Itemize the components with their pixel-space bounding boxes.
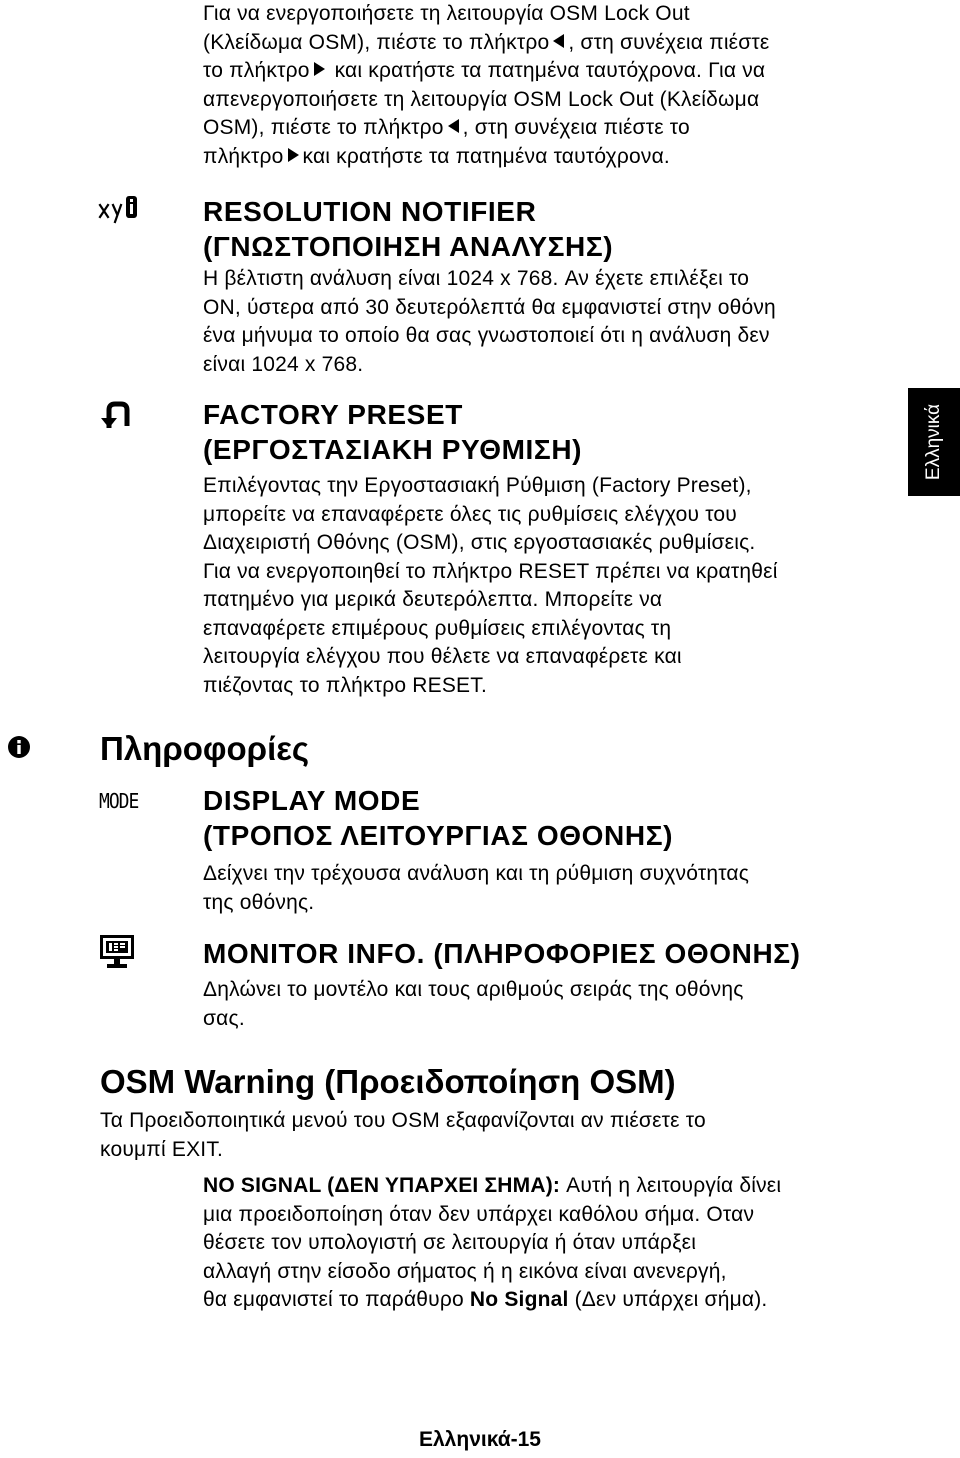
intro-line: Για να ενεργοποιήσετε τη λειτουργία OSM Lock Out [203, 2, 690, 25]
factory-preset-text [203, 472, 883, 700]
info-section-title: Πληροφορίες [100, 730, 310, 767]
language-side-tab [908, 388, 960, 496]
heading-line: (ΕΡΓΟΣΤΑΣΙΑΚΗ ΡΥΘΜΙΣΗ) [203, 434, 583, 465]
intro-line: OSM), πιέστε το πλήκτρο , στη συνέχεια πιέστε το [203, 116, 690, 139]
text-line: μπορείτε να επαναφέρετε όλες τις ρυθμίσεις ελέγχου του [203, 502, 737, 526]
text-line: Τα Προειδοποιητικά μενού του OSM εξαφανίζονται αν πιέσετε το [100, 1109, 706, 1132]
no-signal-label: NO SIGNAL (ΔΕΝ ΥΠΑΡΧΕΙ ΣΗΜΑ): [203, 1174, 561, 1197]
text-line: επαναφέρετε επιμέρους ρυθμίσεις επιλέγοντας τη [203, 616, 672, 640]
text-line: Δηλώνει το μοντέλο και τους αριθμούς σειράς της οθόνης [203, 978, 744, 1001]
side-tab-label: Ελληνικά [923, 403, 944, 481]
heading-line: (ΓΝΩΣΤΟΠΟΙΗΣΗ ΑΝΑΛΥΣΗΣ) [203, 231, 614, 262]
display-mode-heading [203, 783, 673, 853]
left-arrow-key-icon [448, 119, 459, 133]
info-icon [8, 736, 30, 758]
text-line: μια προειδοποίηση όταν δεν υπάρχει καθόλου σήμα. Οταν [203, 1202, 755, 1226]
text-line: ON, ύστερα από 30 δευτερόλεπτά θα εμφανιστεί στην οθόνη [203, 295, 776, 319]
text-line: αλλαγή στην είσοδο σήματος ή η εικόνα είναι ανενεργή, [203, 1259, 727, 1283]
text-line: Για να ενεργοποιηθεί το πλήκτρο RESET πρέπει να κρατηθεί [203, 559, 778, 583]
text-line: πιέζοντας το πλήκτρο RESET. [203, 673, 487, 697]
intro-line: (Κλείδωμα OSM), πιέστε το πλήκτρο , στη συνέχεια πιέστε [203, 30, 770, 54]
text-line: κουμπί EXIT. [100, 1137, 224, 1161]
monitor-info-heading [203, 936, 801, 971]
resolution-notifier-text [203, 265, 883, 379]
osm-warning-title: OSM Warning (Προειδοποίηση OSM) [100, 1063, 676, 1100]
mode-icon: MODE [99, 789, 139, 814]
xy-info-icon [98, 196, 140, 224]
text-line: θέσετε τον υπολογιστή σε λειτουργία ή όταν υπάρξει [203, 1231, 697, 1254]
reset-arrow-icon [100, 400, 132, 430]
text-line: σας. [203, 1006, 245, 1030]
text-line: Δείχνει την τρέχουσα ανάλυση και τη ρύθμιση συχνότητας [203, 862, 750, 885]
text-line: NO SIGNAL (ΔΕΝ ΥΠΑΡΧΕΙ ΣΗΜΑ): Αυτή η λειτουργία δίνει [203, 1174, 782, 1197]
right-arrow-key-icon [288, 148, 299, 162]
text-line: Διαχειριστή Οθόνης (OSM), στις εργοστασιακές ρυθμίσεις. [203, 531, 756, 554]
left-arrow-key-icon [553, 34, 564, 48]
text-line: είναι 1024 x 768. [203, 352, 364, 376]
intro-line: πλήκτρο και κρατήστε τα πατημένα ταυτόχρονα. [203, 144, 670, 168]
right-arrow-key-icon [314, 62, 325, 76]
intro-paragraph [203, 0, 883, 171]
factory-preset-heading [203, 397, 582, 467]
heading-line: MONITOR INFO. (ΠΛΗΡΟΦΟΡΙΕΣ ΟΘΟΝΗΣ) [203, 938, 801, 969]
text-line: Επιλέγοντας την Εργοστασιακή Ρύθμιση (Factory Preset), [203, 474, 752, 497]
text-line: της οθόνης. [203, 890, 315, 914]
heading-line: (ΤΡΟΠΟΣ ΛΕΙΤΟΥΡΓΙΑΣ ΟΘΟΝΗΣ) [203, 820, 674, 851]
no-signal-window-name: No Signal [469, 1288, 569, 1311]
text-line: πατημένο για μερικά δευτερόλεπτα. Μπορείτε να [203, 588, 663, 611]
intro-line: απενεργοποιήσετε τη λειτουργία OSM Lock Out (Κλείδωμα [203, 87, 760, 111]
text-line: Η βέλτιστη ανάλυση είναι 1024 x 768. Αν έχετε επιλέξει το [203, 267, 750, 290]
resolution-notifier-heading [203, 194, 613, 264]
text-line: λειτουργία ελέγχου που θέλετε να επαναφέρετε και [203, 645, 682, 668]
heading-line: RESOLUTION NOTIFIER [203, 196, 537, 227]
display-mode-text [203, 860, 883, 917]
monitor-info-icon [99, 934, 135, 970]
no-signal-text [203, 1172, 883, 1315]
osm-warning-text [100, 1107, 900, 1164]
monitor-info-text [203, 976, 883, 1033]
text-line: θα εμφανιστεί το παράθυρο No Signal (Δεν υπάρχει σήμα). [203, 1288, 768, 1311]
text-line: ένα μήνυμα το οποίο θα σας γνωστοποιεί ότι η ανάλυση δεν [203, 324, 770, 347]
heading-line: DISPLAY MODE [203, 785, 421, 816]
page-number: Ελληνικά-15 [419, 1428, 541, 1451]
heading-line: FACTORY PRESET [203, 399, 463, 430]
intro-line: το πλήκτρο και κρατήστε τα πατημένα ταυτόχρονα. Για να [203, 59, 766, 82]
